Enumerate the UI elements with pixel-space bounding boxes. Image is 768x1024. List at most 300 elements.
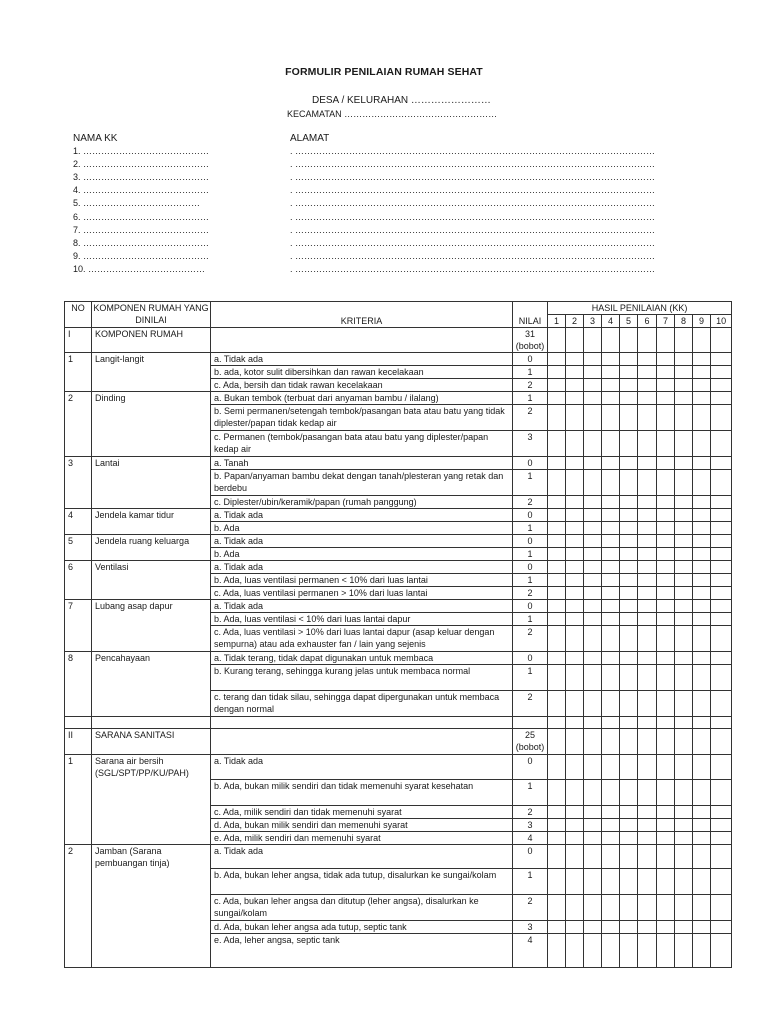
score-cell[interactable]: [675, 844, 693, 869]
score-cell[interactable]: [584, 755, 602, 780]
score-cell[interactable]: [693, 431, 711, 457]
score-cell[interactable]: [602, 818, 620, 831]
score-cell[interactable]: [566, 379, 584, 392]
score-cell[interactable]: [693, 496, 711, 509]
score-cell[interactable]: [675, 626, 693, 652]
score-cell[interactable]: [566, 353, 584, 366]
score-cell[interactable]: [620, 921, 638, 934]
score-cell[interactable]: [620, 457, 638, 470]
score-cell[interactable]: [548, 626, 566, 652]
nama-kk-line[interactable]: 7. ……………………………………: [73, 224, 210, 235]
score-cell[interactable]: [711, 895, 732, 921]
score-cell[interactable]: [657, 600, 675, 613]
score-cell[interactable]: [584, 392, 602, 405]
score-cell[interactable]: [638, 328, 657, 353]
score-cell[interactable]: [638, 587, 657, 600]
score-cell[interactable]: [657, 831, 675, 844]
score-cell[interactable]: [693, 805, 711, 818]
score-cell[interactable]: [711, 431, 732, 457]
score-cell[interactable]: [675, 600, 693, 613]
score-cell[interactable]: [566, 818, 584, 831]
score-cell[interactable]: [548, 613, 566, 626]
score-cell[interactable]: [602, 779, 620, 805]
score-cell[interactable]: [711, 392, 732, 405]
score-cell[interactable]: [693, 934, 711, 968]
score-cell[interactable]: [711, 366, 732, 379]
nama-kk-line[interactable]: 10. …………………………………: [73, 263, 206, 274]
score-cell[interactable]: [566, 496, 584, 509]
score-cell[interactable]: [566, 470, 584, 496]
score-cell[interactable]: [693, 665, 711, 691]
score-cell[interactable]: [602, 431, 620, 457]
nama-kk-line[interactable]: 5. …………………………………: [73, 198, 201, 209]
score-cell[interactable]: [584, 613, 602, 626]
score-cell[interactable]: [657, 818, 675, 831]
score-cell[interactable]: [657, 353, 675, 366]
score-cell[interactable]: [548, 895, 566, 921]
score-cell[interactable]: [584, 587, 602, 600]
score-cell[interactable]: [566, 600, 584, 613]
score-cell[interactable]: [584, 869, 602, 895]
score-cell[interactable]: [620, 652, 638, 665]
score-cell[interactable]: [602, 366, 620, 379]
score-cell[interactable]: [602, 457, 620, 470]
alamat-line[interactable]: . …………………………………………………………………………………………………………: [290, 250, 656, 261]
score-cell[interactable]: [657, 934, 675, 968]
score-cell[interactable]: [638, 522, 657, 535]
score-cell[interactable]: [620, 729, 638, 755]
score-cell[interactable]: [566, 844, 584, 869]
score-cell[interactable]: [693, 561, 711, 574]
score-cell[interactable]: [675, 328, 693, 353]
score-cell[interactable]: [675, 379, 693, 392]
score-cell[interactable]: [675, 818, 693, 831]
score-cell[interactable]: [638, 626, 657, 652]
score-cell[interactable]: [711, 328, 732, 353]
score-cell[interactable]: [657, 587, 675, 600]
alamat-line[interactable]: . …………………………………………………………………………………………………………: [290, 185, 656, 196]
score-cell[interactable]: [566, 561, 584, 574]
score-cell[interactable]: [566, 587, 584, 600]
score-cell[interactable]: [566, 328, 584, 353]
score-cell[interactable]: [638, 921, 657, 934]
score-cell[interactable]: [584, 457, 602, 470]
score-cell[interactable]: [584, 652, 602, 665]
score-cell[interactable]: [548, 755, 566, 780]
score-cell[interactable]: [638, 755, 657, 780]
score-cell[interactable]: [584, 691, 602, 717]
score-cell[interactable]: [657, 457, 675, 470]
score-cell[interactable]: [566, 366, 584, 379]
score-cell[interactable]: [602, 831, 620, 844]
score-cell[interactable]: [584, 921, 602, 934]
score-cell[interactable]: [584, 934, 602, 968]
score-cell[interactable]: [584, 665, 602, 691]
score-cell[interactable]: [602, 405, 620, 431]
score-cell[interactable]: [566, 805, 584, 818]
score-cell[interactable]: [620, 844, 638, 869]
score-cell[interactable]: [584, 779, 602, 805]
score-cell[interactable]: [620, 431, 638, 457]
score-cell[interactable]: [584, 470, 602, 496]
score-cell[interactable]: [620, 831, 638, 844]
score-cell[interactable]: [711, 717, 732, 729]
score-cell[interactable]: [548, 574, 566, 587]
score-cell[interactable]: [620, 509, 638, 522]
alamat-line[interactable]: . …………………………………………………………………………………………………………: [290, 159, 656, 170]
score-cell[interactable]: [548, 934, 566, 968]
score-cell[interactable]: [711, 818, 732, 831]
score-cell[interactable]: [711, 869, 732, 895]
score-cell[interactable]: [548, 717, 566, 729]
score-cell[interactable]: [675, 805, 693, 818]
score-cell[interactable]: [584, 328, 602, 353]
score-cell[interactable]: [584, 818, 602, 831]
score-cell[interactable]: [711, 353, 732, 366]
score-cell[interactable]: [548, 561, 566, 574]
score-cell[interactable]: [657, 548, 675, 561]
score-cell[interactable]: [566, 729, 584, 755]
score-cell[interactable]: [548, 496, 566, 509]
score-cell[interactable]: [548, 470, 566, 496]
score-cell[interactable]: [675, 509, 693, 522]
score-cell[interactable]: [602, 844, 620, 869]
score-cell[interactable]: [548, 587, 566, 600]
score-cell[interactable]: [620, 587, 638, 600]
score-cell[interactable]: [566, 831, 584, 844]
score-cell[interactable]: [638, 496, 657, 509]
score-cell[interactable]: [548, 457, 566, 470]
score-cell[interactable]: [638, 353, 657, 366]
score-cell[interactable]: [657, 729, 675, 755]
score-cell[interactable]: [657, 665, 675, 691]
score-cell[interactable]: [548, 665, 566, 691]
score-cell[interactable]: [638, 652, 657, 665]
score-cell[interactable]: [693, 844, 711, 869]
score-cell[interactable]: [711, 496, 732, 509]
score-cell[interactable]: [602, 869, 620, 895]
score-cell[interactable]: [602, 934, 620, 968]
score-cell[interactable]: [620, 353, 638, 366]
score-cell[interactable]: [657, 535, 675, 548]
score-cell[interactable]: [602, 805, 620, 818]
score-cell[interactable]: [638, 366, 657, 379]
score-cell[interactable]: [584, 831, 602, 844]
score-cell[interactable]: [675, 535, 693, 548]
nama-kk-line[interactable]: 4. ……………………………………: [73, 185, 210, 196]
score-cell[interactable]: [566, 665, 584, 691]
score-cell[interactable]: [693, 366, 711, 379]
score-cell[interactable]: [548, 818, 566, 831]
score-cell[interactable]: [602, 392, 620, 405]
score-cell[interactable]: [566, 548, 584, 561]
score-cell[interactable]: [693, 509, 711, 522]
score-cell[interactable]: [711, 574, 732, 587]
score-cell[interactable]: [675, 652, 693, 665]
score-cell[interactable]: [657, 470, 675, 496]
score-cell[interactable]: [675, 496, 693, 509]
score-cell[interactable]: [602, 729, 620, 755]
score-cell[interactable]: [675, 587, 693, 600]
score-cell[interactable]: [711, 831, 732, 844]
score-cell[interactable]: [620, 613, 638, 626]
score-cell[interactable]: [711, 691, 732, 717]
score-cell[interactable]: [693, 548, 711, 561]
score-cell[interactable]: [675, 405, 693, 431]
score-cell[interactable]: [675, 921, 693, 934]
score-cell[interactable]: [620, 535, 638, 548]
score-cell[interactable]: [548, 869, 566, 895]
score-cell[interactable]: [657, 626, 675, 652]
score-cell[interactable]: [638, 548, 657, 561]
score-cell[interactable]: [548, 353, 566, 366]
nama-kk-line[interactable]: 3. ……………………………………: [73, 172, 210, 183]
score-cell[interactable]: [711, 626, 732, 652]
score-cell[interactable]: [584, 574, 602, 587]
score-cell[interactable]: [602, 626, 620, 652]
score-cell[interactable]: [584, 729, 602, 755]
score-cell[interactable]: [693, 921, 711, 934]
score-cell[interactable]: [638, 600, 657, 613]
score-cell[interactable]: [711, 921, 732, 934]
score-cell[interactable]: [693, 535, 711, 548]
score-cell[interactable]: [693, 717, 711, 729]
score-cell[interactable]: [693, 353, 711, 366]
score-cell[interactable]: [693, 613, 711, 626]
score-cell[interactable]: [693, 457, 711, 470]
score-cell[interactable]: [657, 691, 675, 717]
score-cell[interactable]: [566, 652, 584, 665]
score-cell[interactable]: [693, 470, 711, 496]
score-cell[interactable]: [584, 509, 602, 522]
score-cell[interactable]: [638, 405, 657, 431]
score-cell[interactable]: [620, 805, 638, 818]
score-cell[interactable]: [620, 626, 638, 652]
score-cell[interactable]: [675, 613, 693, 626]
score-cell[interactable]: [711, 457, 732, 470]
score-cell[interactable]: [566, 779, 584, 805]
score-cell[interactable]: [620, 600, 638, 613]
score-cell[interactable]: [711, 470, 732, 496]
score-cell[interactable]: [711, 613, 732, 626]
score-cell[interactable]: [657, 844, 675, 869]
nama-kk-line[interactable]: 8. ……………………………………: [73, 237, 210, 248]
score-cell[interactable]: [675, 431, 693, 457]
score-cell[interactable]: [566, 457, 584, 470]
score-cell[interactable]: [566, 626, 584, 652]
score-cell[interactable]: [566, 717, 584, 729]
score-cell[interactable]: [657, 496, 675, 509]
score-cell[interactable]: [657, 779, 675, 805]
score-cell[interactable]: [548, 805, 566, 818]
score-cell[interactable]: [711, 729, 732, 755]
score-cell[interactable]: [657, 717, 675, 729]
score-cell[interactable]: [548, 921, 566, 934]
score-cell[interactable]: [602, 496, 620, 509]
score-cell[interactable]: [602, 548, 620, 561]
score-cell[interactable]: [638, 869, 657, 895]
score-cell[interactable]: [584, 717, 602, 729]
alamat-line[interactable]: . …………………………………………………………………………………………………………: [290, 146, 656, 156]
score-cell[interactable]: [620, 818, 638, 831]
score-cell[interactable]: [548, 779, 566, 805]
score-cell[interactable]: [620, 691, 638, 717]
score-cell[interactable]: [675, 895, 693, 921]
score-cell[interactable]: [657, 869, 675, 895]
score-cell[interactable]: [584, 431, 602, 457]
score-cell[interactable]: [711, 665, 732, 691]
score-cell[interactable]: [657, 392, 675, 405]
score-cell[interactable]: [620, 328, 638, 353]
score-cell[interactable]: [566, 431, 584, 457]
score-cell[interactable]: [584, 405, 602, 431]
nama-kk-line[interactable]: 1. ……………………………………: [73, 146, 210, 156]
score-cell[interactable]: [711, 934, 732, 968]
score-cell[interactable]: [584, 379, 602, 392]
score-cell[interactable]: [638, 431, 657, 457]
score-cell[interactable]: [548, 379, 566, 392]
score-cell[interactable]: [548, 405, 566, 431]
score-cell[interactable]: [693, 574, 711, 587]
score-cell[interactable]: [602, 561, 620, 574]
score-cell[interactable]: [693, 392, 711, 405]
score-cell[interactable]: [548, 691, 566, 717]
score-cell[interactable]: [620, 548, 638, 561]
score-cell[interactable]: [675, 548, 693, 561]
score-cell[interactable]: [620, 869, 638, 895]
score-cell[interactable]: [657, 652, 675, 665]
score-cell[interactable]: [675, 729, 693, 755]
alamat-line[interactable]: . …………………………………………………………………………………………………………: [290, 237, 656, 248]
score-cell[interactable]: [620, 561, 638, 574]
score-cell[interactable]: [548, 844, 566, 869]
score-cell[interactable]: [657, 405, 675, 431]
score-cell[interactable]: [638, 818, 657, 831]
score-cell[interactable]: [566, 574, 584, 587]
score-cell[interactable]: [602, 574, 620, 587]
score-cell[interactable]: [638, 574, 657, 587]
score-cell[interactable]: [675, 353, 693, 366]
score-cell[interactable]: [620, 405, 638, 431]
score-cell[interactable]: [602, 691, 620, 717]
score-cell[interactable]: [620, 522, 638, 535]
score-cell[interactable]: [548, 548, 566, 561]
score-cell[interactable]: [548, 328, 566, 353]
score-cell[interactable]: [675, 779, 693, 805]
score-cell[interactable]: [566, 869, 584, 895]
score-cell[interactable]: [693, 831, 711, 844]
score-cell[interactable]: [711, 805, 732, 818]
alamat-line[interactable]: . …………………………………………………………………………………………………………: [290, 224, 656, 235]
score-cell[interactable]: [548, 522, 566, 535]
score-cell[interactable]: [602, 665, 620, 691]
score-cell[interactable]: [566, 509, 584, 522]
score-cell[interactable]: [638, 665, 657, 691]
score-cell[interactable]: [638, 379, 657, 392]
score-cell[interactable]: [602, 587, 620, 600]
score-cell[interactable]: [638, 613, 657, 626]
nama-kk-line[interactable]: 9. ……………………………………: [73, 250, 210, 261]
score-cell[interactable]: [584, 561, 602, 574]
score-cell[interactable]: [566, 895, 584, 921]
score-cell[interactable]: [675, 755, 693, 780]
score-cell[interactable]: [584, 626, 602, 652]
score-cell[interactable]: [657, 379, 675, 392]
score-cell[interactable]: [638, 934, 657, 968]
score-cell[interactable]: [657, 921, 675, 934]
score-cell[interactable]: [675, 934, 693, 968]
score-cell[interactable]: [638, 805, 657, 818]
score-cell[interactable]: [620, 470, 638, 496]
score-cell[interactable]: [584, 366, 602, 379]
score-cell[interactable]: [584, 805, 602, 818]
score-cell[interactable]: [584, 353, 602, 366]
score-cell[interactable]: [638, 831, 657, 844]
score-cell[interactable]: [693, 779, 711, 805]
score-cell[interactable]: [602, 470, 620, 496]
score-cell[interactable]: [566, 755, 584, 780]
score-cell[interactable]: [675, 831, 693, 844]
score-cell[interactable]: [693, 895, 711, 921]
score-cell[interactable]: [711, 755, 732, 780]
score-cell[interactable]: [620, 496, 638, 509]
score-cell[interactable]: [638, 691, 657, 717]
score-cell[interactable]: [566, 921, 584, 934]
score-cell[interactable]: [657, 366, 675, 379]
score-cell[interactable]: [620, 895, 638, 921]
score-cell[interactable]: [675, 561, 693, 574]
score-cell[interactable]: [693, 328, 711, 353]
score-cell[interactable]: [657, 431, 675, 457]
score-cell[interactable]: [675, 574, 693, 587]
score-cell[interactable]: [620, 779, 638, 805]
score-cell[interactable]: [602, 522, 620, 535]
score-cell[interactable]: [711, 509, 732, 522]
score-cell[interactable]: [711, 535, 732, 548]
score-cell[interactable]: [566, 535, 584, 548]
alamat-line[interactable]: . …………………………………………………………………………………………………………: [290, 172, 656, 183]
score-cell[interactable]: [675, 392, 693, 405]
score-cell[interactable]: [693, 626, 711, 652]
desa-kelurahan-field[interactable]: DESA / KELURAHAN ……………………: [312, 95, 491, 106]
score-cell[interactable]: [657, 895, 675, 921]
score-cell[interactable]: [584, 844, 602, 869]
score-cell[interactable]: [584, 895, 602, 921]
score-cell[interactable]: [657, 755, 675, 780]
alamat-line[interactable]: . …………………………………………………………………………………………………………: [290, 263, 656, 274]
score-cell[interactable]: [711, 522, 732, 535]
score-cell[interactable]: [657, 509, 675, 522]
score-cell[interactable]: [638, 457, 657, 470]
score-cell[interactable]: [638, 470, 657, 496]
score-cell[interactable]: [566, 613, 584, 626]
score-cell[interactable]: [548, 600, 566, 613]
score-cell[interactable]: [584, 496, 602, 509]
score-cell[interactable]: [548, 392, 566, 405]
score-cell[interactable]: [566, 691, 584, 717]
score-cell[interactable]: [711, 379, 732, 392]
score-cell[interactable]: [620, 366, 638, 379]
score-cell[interactable]: [711, 844, 732, 869]
score-cell[interactable]: [566, 392, 584, 405]
score-cell[interactable]: [548, 831, 566, 844]
score-cell[interactable]: [693, 379, 711, 392]
score-cell[interactable]: [602, 600, 620, 613]
score-cell[interactable]: [602, 895, 620, 921]
score-cell[interactable]: [602, 353, 620, 366]
score-cell[interactable]: [675, 366, 693, 379]
score-cell[interactable]: [693, 755, 711, 780]
